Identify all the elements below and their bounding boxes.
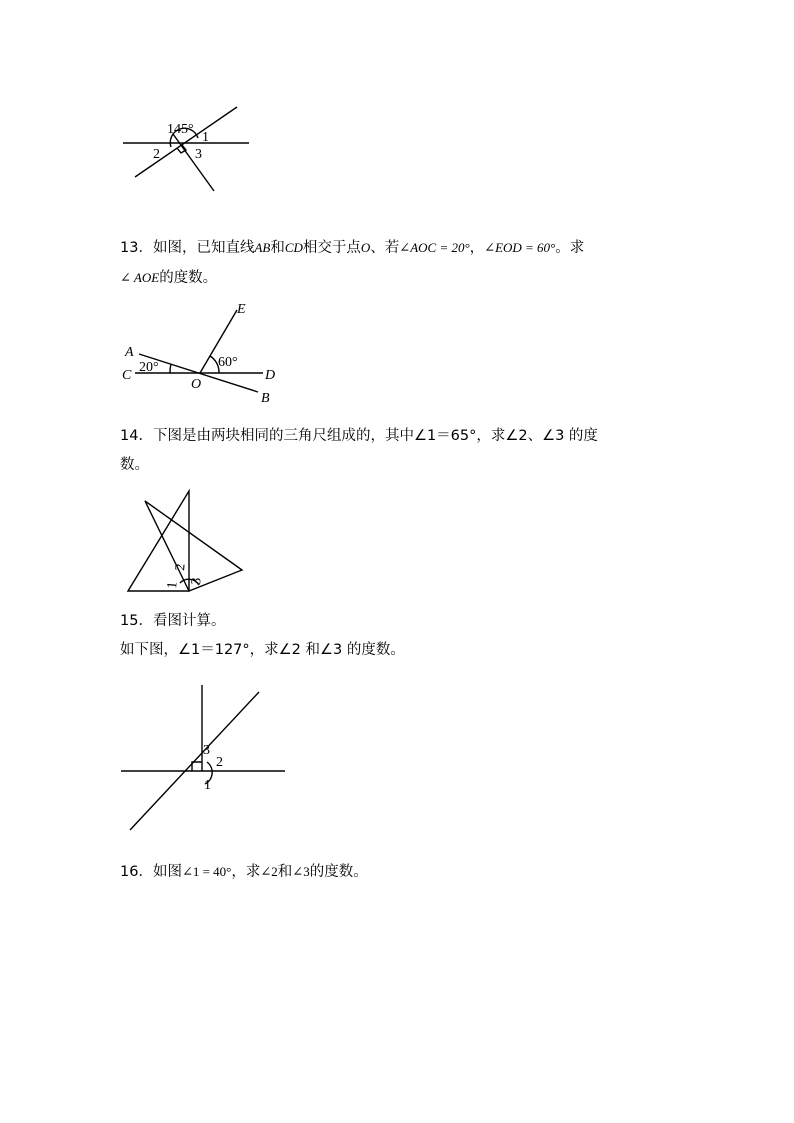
angle-label-1: 1 [202, 130, 209, 145]
math-angle2: ∠2 [260, 864, 278, 879]
point-b: B [261, 391, 270, 406]
question-14-line-1: 14．下图是由两块相同的三角尺组成的，其中∠1＝65°，求∠2、∠3 的度 [120, 428, 598, 444]
point-c: C [122, 368, 132, 383]
angle-label-1: 1 [165, 581, 181, 590]
rising-line [135, 107, 237, 177]
point-o: O [191, 377, 202, 392]
question-text: ， [469, 240, 485, 256]
figure-14 [120, 485, 250, 597]
point-d: D [265, 368, 276, 383]
question-16-line-1 [120, 857, 680, 887]
question-15-line-1: 15．看图计算。 [120, 613, 226, 629]
angle-label-3: 3 [189, 577, 205, 586]
angle-label-2: 2 [153, 147, 160, 162]
math-ab: AB [254, 240, 271, 255]
question-13 [120, 233, 680, 293]
question-text: 。求 [555, 240, 585, 256]
question-text: ，求 [231, 864, 261, 880]
math-angle1: ∠1 = 40° [181, 864, 232, 879]
question-text: 和 [270, 240, 285, 256]
angle-label-2: 2 [173, 563, 189, 572]
angle-label-60: 60° [218, 355, 238, 370]
math-aoc: ∠AOC = 20° [399, 240, 470, 255]
question-text: 如图 [152, 864, 182, 880]
math-o: O [360, 240, 371, 255]
figure-15 [118, 682, 293, 837]
question-text: 相交于点 [302, 240, 361, 256]
question-13-line-2 [120, 263, 680, 293]
math-aoe: ∠ AOE [120, 270, 160, 285]
point-a: A [125, 345, 134, 360]
angle-label-145: 145° [167, 122, 194, 137]
figure-13 [115, 298, 290, 406]
triangle-ruler-1 [128, 491, 189, 591]
point-e: E [237, 302, 246, 317]
angle-label-20: 20° [139, 360, 159, 375]
question-text: 的度数。 [159, 270, 218, 286]
angle-label-3: 3 [203, 743, 210, 758]
right-angle-mark [192, 762, 202, 771]
question-16 [120, 857, 680, 887]
question-text: 如图，已知直线 [152, 240, 255, 256]
math-angle3: ∠3 [292, 864, 310, 879]
question-13-line-1 [120, 233, 680, 263]
angle-label-1: 1 [204, 778, 211, 793]
question-number: 16． [120, 864, 153, 880]
question-14-line-2: 数。 [120, 457, 149, 473]
oblique-line [130, 692, 259, 830]
question-text: 、若 [370, 240, 400, 256]
question-text: 的度数。 [309, 864, 368, 880]
math-cd: CD [284, 240, 303, 255]
question-number: 13． [120, 240, 153, 256]
question-14 [120, 422, 680, 480]
question-text: 和 [277, 864, 293, 880]
question-15-line-2: 如下图，∠1＝127°，求∠2 和∠3 的度数。 [120, 642, 405, 658]
angle-arc-20 [170, 364, 171, 373]
angle-label-2: 2 [216, 755, 223, 770]
angle-label-3: 3 [195, 147, 202, 162]
question-15 [120, 607, 680, 665]
figure-12 [115, 100, 260, 195]
math-eod: ∠EOD = 60° [484, 240, 556, 255]
